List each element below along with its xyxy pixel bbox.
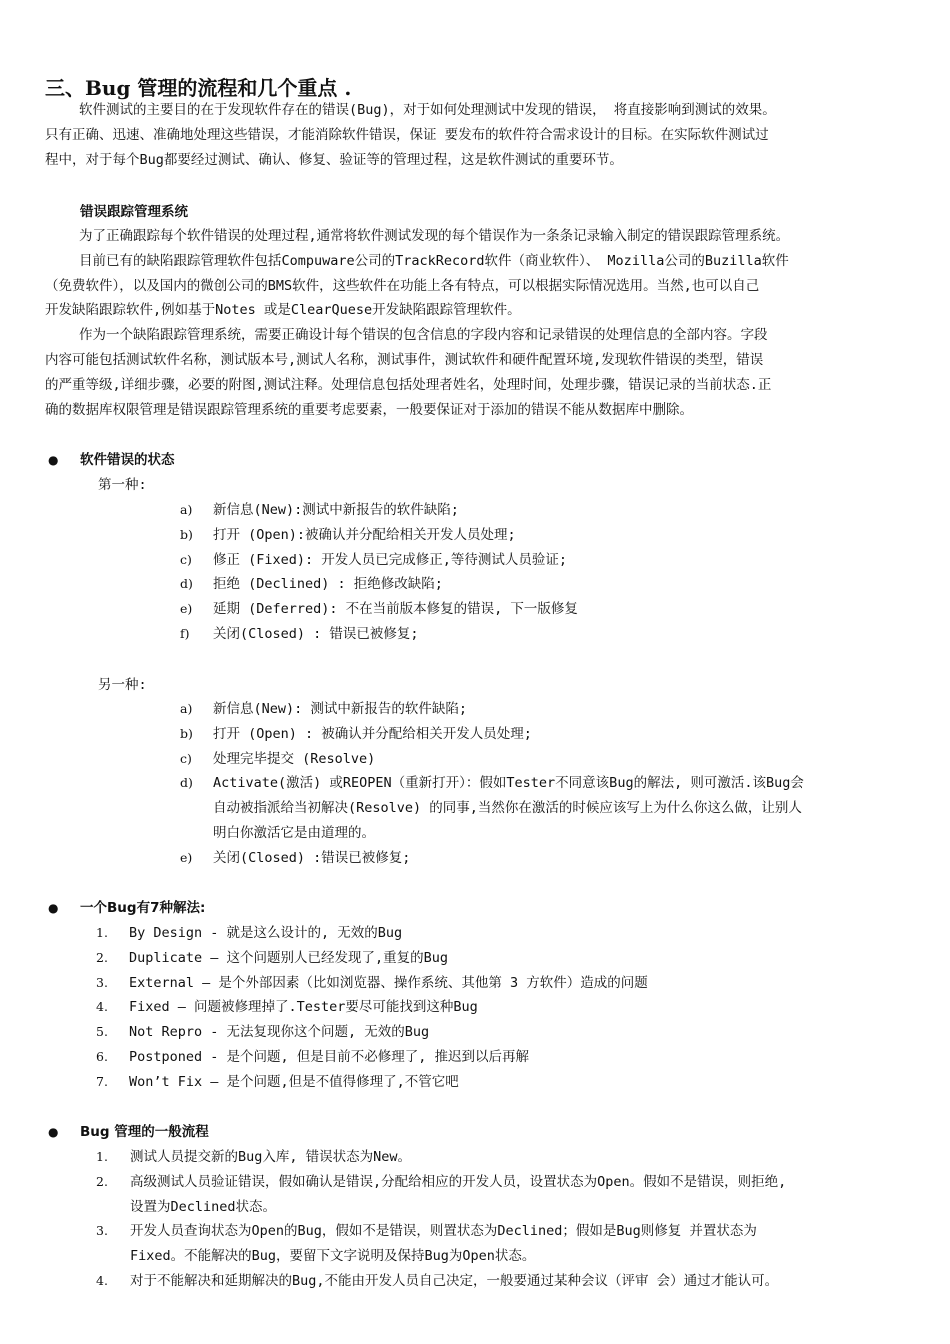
list-marker: 2.	[96, 1173, 108, 1189]
list-text: Activate(激活) 或REOPEN（重新打开）：假如Tester不同意该Bug的解法, 则可激活.该Bug会	[213, 775, 804, 792]
list-text: 关闭(Closed) : 错误已被修复;	[213, 626, 419, 642]
resolutions-title: 一个Bug有7种解法:	[80, 900, 206, 916]
bullet-icon: ●	[48, 901, 59, 915]
list-marker: b)	[180, 725, 193, 741]
tracking-line: 内容可能包括测试软件名称，测试版本号,测试人名称，测试事件，测试软件和硬件配置环境,发现软件错误的类型，错误	[45, 351, 764, 368]
list-text: 明白你激活它是由道理的。	[213, 824, 375, 841]
tracking-line: 确的数据库权限管理是错误跟踪管理系统的重要考虑要素，一般要保证对于添加的错误不能从数据库中删除。	[45, 401, 693, 418]
tracking-title: 错误跟踪管理系统	[80, 204, 188, 220]
list-text: 关闭(Closed) :错误已被修复;	[213, 850, 411, 866]
list-text: 测试人员提交新的Bug入库, 错误状态为New。	[130, 1149, 412, 1165]
list-marker: e)	[180, 850, 193, 865]
list-text: Postponed - 是个问题, 但是目前不必修理了, 推迟到以后再解	[129, 1049, 530, 1065]
list-text: 自动被指派给当初解决(Resolve) 的同事,当然你在激活的时候应该写上为什么你这么做，让别人	[213, 800, 802, 817]
list-text: Won’t Fix — 是个问题,但是不值得修理了,不管它吧	[129, 1073, 459, 1090]
list-marker: d)	[180, 775, 193, 791]
list-marker: 3.	[96, 1223, 108, 1239]
list-text: 拒绝 (Declined) : 拒绝修改缺陷;	[213, 576, 443, 593]
tracking-line: （免费软件），以及国内的微创公司的BMS软件，这些软件在功能上各有特点，可以根据实际情况选用。当然,也可以自己	[45, 277, 760, 294]
list-text: Not Repro - 无法复现你这个问题, 无效的Bug	[129, 1024, 430, 1041]
list-marker: 7.	[96, 1073, 108, 1089]
intro-paragraph	[45, 98, 905, 172]
intro-line: 程中，对于每个Bug都要经过测试、确认、修复、验证等的管理过程，这是软件测试的重要环节。	[45, 151, 623, 168]
process-title: Bug 管理的一般流程	[80, 1124, 209, 1140]
list-marker: a)	[180, 701, 193, 716]
list-marker: 1.	[96, 1149, 108, 1164]
tracking-line: 作为一个缺陷跟踪管理系统，需要正确设计每个错误的包含信息的字段内容和记录错误的处理信息的全部内容。字段	[79, 327, 768, 344]
list-marker: b)	[180, 526, 193, 542]
list-marker: 3.	[96, 974, 108, 990]
list-marker: 6.	[96, 1049, 108, 1064]
list-text: 修正 (Fixed): 开发人员已完成修正,等待测试人员验证;	[213, 551, 568, 568]
tracking-line: 的严重等级,详细步骤，必要的附图,测试注释。处理信息包括处理者姓名，处理时间，处理步骤，错误记录的当前状态.正	[45, 376, 772, 393]
list-marker: 5.	[96, 1024, 108, 1040]
list-text: External — 是个外部因素（比如浏览器、操作系统、其他第 3 方软件）造成的问题	[129, 974, 648, 991]
bullet-icon: ●	[48, 453, 59, 467]
list-marker: c)	[180, 551, 192, 567]
list-text: 打开 (Open) : 被确认并分配给相关开发人员处理;	[213, 725, 532, 742]
list-text: 对于不能解决和延期解决的Bug,不能由开发人员自己决定，一般要通过某种会议（评审 会）通过才能认可。	[130, 1273, 779, 1289]
states-second-label: 另一种:	[98, 677, 147, 693]
list-text: 开发人员查询状态为Open的Bug，假如不是错误，则置状态为Declined；假如是Bug则修复 并置状态为	[130, 1223, 757, 1240]
intro-line: 软件测试的主要目的在于发现软件存在的错误(Bug)，对于如何处理测试中发现的错误， 将直接影响到测试的效果。	[79, 102, 776, 118]
list-marker: d)	[180, 576, 193, 592]
list-marker: 2.	[96, 949, 108, 965]
bullet-icon: ●	[48, 1125, 59, 1139]
list-marker: a)	[180, 502, 193, 517]
list-marker: c)	[180, 750, 192, 766]
list-text: 处理完毕提交 (Resolve)	[213, 750, 376, 767]
tracking-paragraph-3	[45, 323, 905, 422]
list-text: By Design - 就是这么设计的, 无效的Bug	[129, 925, 403, 941]
tracking-line: 开发缺陷跟踪软件,例如基于Notes 或是ClearQuese开发缺陷跟踪管理软件。	[45, 302, 521, 319]
list-marker: f)	[180, 626, 190, 641]
list-marker: 4.	[96, 999, 108, 1015]
intro-line: 只有正确、迅速、准确地处理这些错误，才能消除软件错误，保证 要发布的软件符合需求设计的目标。在实际软件测试过	[45, 126, 769, 143]
list-text: Fixed。不能解决的Bug，要留下文字说明及保持Bug为Open状态。	[130, 1248, 536, 1265]
list-text: 新信息(New):测试中新报告的软件缺陷;	[213, 502, 459, 518]
tracking-paragraph-2	[45, 249, 905, 323]
list-text: 打开 (Open):被确认并分配给相关开发人员处理;	[213, 526, 516, 543]
section-heading: 三、Bug 管理的流程和几个重点 .	[45, 76, 352, 100]
list-text: Duplicate — 这个问题别人已经发现了,重复的Bug	[129, 949, 449, 966]
list-text: 新信息(New): 测试中新报告的软件缺陷;	[213, 701, 468, 717]
list-text: 延期 (Deferred): 不在当前版本修复的错误, 下一版修复	[213, 601, 578, 618]
list-marker: e)	[180, 601, 193, 617]
list-marker: 4.	[96, 1273, 108, 1288]
list-text: Fixed — 问题被修理掉了.Tester要尽可能找到这种Bug	[129, 999, 478, 1016]
states-first-label: 第一种:	[98, 477, 147, 493]
list-text: 设置为Declined状态。	[130, 1198, 277, 1215]
list-text: 高级测试人员验证错误，假如确认是错误,分配给相应的开发人员，设置状态为Open。假如不是错误，则拒绝,	[130, 1173, 787, 1190]
tracking-line: 目前已有的缺陷跟踪管理软件包括Compuware公司的TrackRecord软件（商业软件）、 Mozilla公司的Buzilla软件	[79, 252, 789, 269]
tracking-paragraph-1	[45, 224, 905, 249]
states-title: 软件错误的状态	[80, 452, 175, 468]
list-marker: 1.	[96, 925, 108, 940]
tracking-line: 为了正确跟踪每个软件错误的处理过程,通常将软件测试发现的每个错误作为一条条记录输入制定的错误跟踪管理系统。	[79, 228, 790, 244]
